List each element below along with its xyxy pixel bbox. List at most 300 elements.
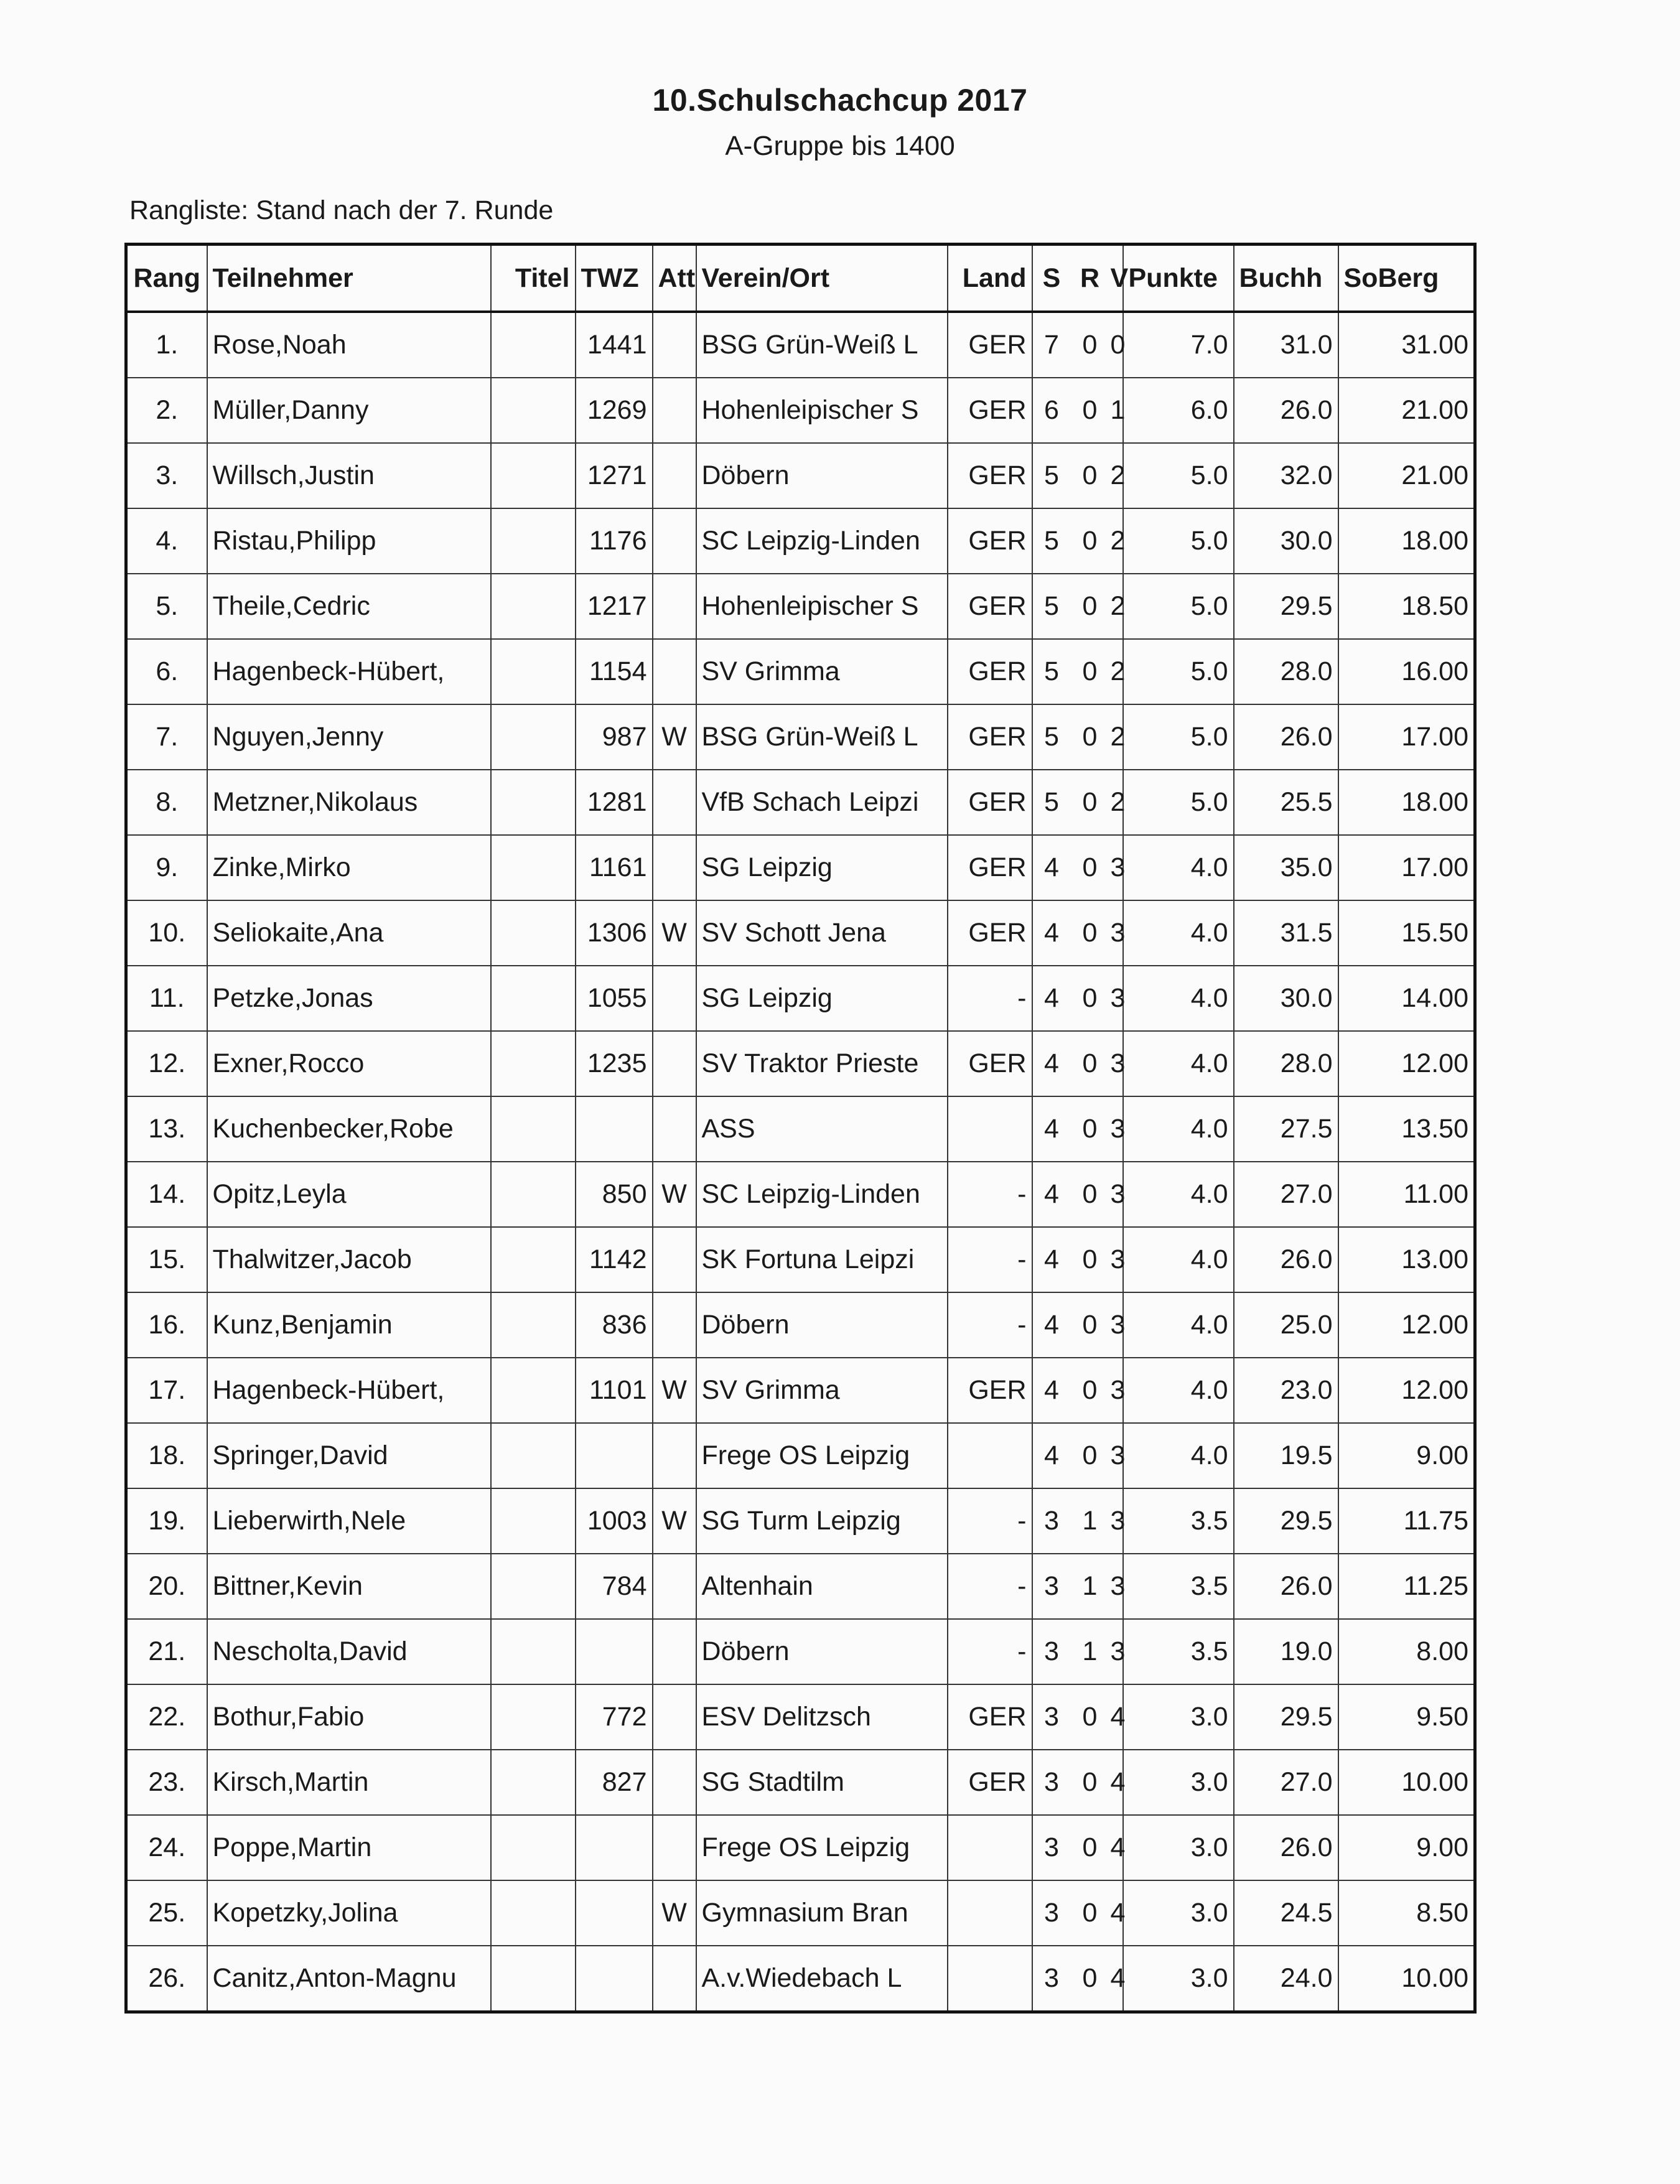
cell-punkte: 4.0 [1123, 966, 1234, 1031]
cell-verein: SC Leipzig-Linden [696, 508, 948, 574]
cell-punkte: 4.0 [1123, 1423, 1234, 1488]
cell-r: 0 [1071, 574, 1109, 639]
cell-verein: BSG Grün-Weiß L [696, 704, 948, 770]
cell-buchh: 28.0 [1234, 1031, 1338, 1096]
table-row [126, 966, 1475, 1031]
cell-punkte: 3.5 [1123, 1488, 1234, 1554]
cell-s: 6 [1032, 378, 1071, 443]
cell-v: 3 [1109, 1292, 1123, 1358]
cell-buchh: 26.0 [1234, 1554, 1338, 1619]
cell-att [653, 1096, 696, 1162]
cell-att: W [653, 1880, 696, 1946]
cell-teilnehmer: Bittner,Kevin [207, 1554, 491, 1619]
cell-soberg: 8.50 [1338, 1880, 1475, 1946]
cell-v: 2 [1109, 443, 1123, 508]
cell-att: W [653, 900, 696, 966]
cell-land [948, 1096, 1032, 1162]
table-row [126, 1684, 1475, 1750]
cell-titel [491, 1684, 576, 1750]
cell-verein: VfB Schach Leipzi [696, 770, 948, 835]
cell-land [948, 1880, 1032, 1946]
cell-soberg: 21.00 [1338, 443, 1475, 508]
col-header-land: Land [948, 245, 1032, 312]
cell-verein: A.v.Wiedebach L [696, 1946, 948, 2012]
document-subtitle: A-Gruppe bis 1400 [725, 131, 955, 161]
cell-r: 0 [1071, 770, 1109, 835]
cell-v: 2 [1109, 639, 1123, 704]
cell-buchh: 24.5 [1234, 1880, 1338, 1946]
cell-twz: 987 [576, 704, 653, 770]
cell-buchh: 31.5 [1234, 900, 1338, 966]
cell-att [653, 508, 696, 574]
cell-twz: 1269 [576, 378, 653, 443]
cell-r: 0 [1071, 1750, 1109, 1815]
cell-verein: SG Stadtilm [696, 1750, 948, 1815]
cell-verein: Hohenleipischer S [696, 378, 948, 443]
cell-r: 1 [1071, 1554, 1109, 1619]
cell-att [653, 1423, 696, 1488]
cell-v: 3 [1109, 1227, 1123, 1292]
cell-verein: Döbern [696, 443, 948, 508]
cell-s: 3 [1032, 1880, 1071, 1946]
cell-r: 0 [1071, 704, 1109, 770]
cell-land: - [948, 1162, 1032, 1227]
cell-s: 4 [1032, 1292, 1071, 1358]
cell-titel [491, 1423, 576, 1488]
cell-teilnehmer: Poppe,Martin [207, 1815, 491, 1880]
cell-r: 0 [1071, 378, 1109, 443]
cell-twz: 1161 [576, 835, 653, 900]
cell-verein: Döbern [696, 1619, 948, 1684]
table-header-row [126, 245, 1475, 312]
cell-att [653, 639, 696, 704]
cell-buchh: 26.0 [1234, 704, 1338, 770]
cell-punkte: 3.0 [1123, 1750, 1234, 1815]
cell-r: 0 [1071, 1880, 1109, 1946]
cell-rang: 19. [126, 1488, 207, 1554]
cell-soberg: 12.00 [1338, 1292, 1475, 1358]
cell-punkte: 3.0 [1123, 1684, 1234, 1750]
cell-verein: Frege OS Leipzig [696, 1423, 948, 1488]
cell-teilnehmer: Nguyen,Jenny [207, 704, 491, 770]
cell-v: 4 [1109, 1684, 1123, 1750]
cell-twz: 850 [576, 1162, 653, 1227]
cell-land: - [948, 1619, 1032, 1684]
cell-r: 0 [1071, 1096, 1109, 1162]
cell-titel [491, 1031, 576, 1096]
cell-twz: 772 [576, 1684, 653, 1750]
table-row [126, 1815, 1475, 1880]
cell-titel [491, 1096, 576, 1162]
cell-punkte: 4.0 [1123, 1096, 1234, 1162]
cell-soberg: 15.50 [1338, 900, 1475, 966]
cell-land: GER [948, 704, 1032, 770]
table-row [126, 1031, 1475, 1096]
cell-v: 2 [1109, 704, 1123, 770]
cell-teilnehmer: Bothur,Fabio [207, 1684, 491, 1750]
cell-att [653, 966, 696, 1031]
cell-r: 1 [1071, 1619, 1109, 1684]
cell-rang: 9. [126, 835, 207, 900]
cell-buchh: 30.0 [1234, 508, 1338, 574]
cell-punkte: 4.0 [1123, 900, 1234, 966]
cell-r: 0 [1071, 508, 1109, 574]
cell-s: 4 [1032, 835, 1071, 900]
cell-punkte: 4.0 [1123, 1227, 1234, 1292]
cell-buchh: 32.0 [1234, 443, 1338, 508]
cell-verein: Altenhain [696, 1554, 948, 1619]
cell-rang: 18. [126, 1423, 207, 1488]
cell-v: 3 [1109, 1096, 1123, 1162]
cell-twz: 1101 [576, 1358, 653, 1423]
cell-verein: SG Turm Leipzig [696, 1488, 948, 1554]
cell-teilnehmer: Opitz,Leyla [207, 1162, 491, 1227]
cell-twz [576, 1815, 653, 1880]
cell-soberg: 8.00 [1338, 1619, 1475, 1684]
cell-rang: 3. [126, 443, 207, 508]
cell-titel [491, 1554, 576, 1619]
cell-punkte: 3.5 [1123, 1554, 1234, 1619]
cell-soberg: 31.00 [1338, 312, 1475, 378]
cell-titel [491, 770, 576, 835]
cell-teilnehmer: Exner,Rocco [207, 1031, 491, 1096]
cell-buchh: 23.0 [1234, 1358, 1338, 1423]
cell-r: 0 [1071, 1358, 1109, 1423]
cell-rang: 25. [126, 1880, 207, 1946]
table-row [126, 1096, 1475, 1162]
cell-teilnehmer: Ristau,Philipp [207, 508, 491, 574]
cell-att [653, 378, 696, 443]
cell-titel [491, 508, 576, 574]
cell-v: 3 [1109, 1488, 1123, 1554]
cell-buchh: 27.0 [1234, 1162, 1338, 1227]
cell-rang: 20. [126, 1554, 207, 1619]
cell-s: 5 [1032, 574, 1071, 639]
cell-teilnehmer: Kuchenbecker,Robe [207, 1096, 491, 1162]
cell-twz: 1154 [576, 639, 653, 704]
cell-att [653, 1619, 696, 1684]
table-row [126, 1750, 1475, 1815]
cell-r: 0 [1071, 1423, 1109, 1488]
cell-soberg: 17.00 [1338, 704, 1475, 770]
cell-soberg: 11.00 [1338, 1162, 1475, 1227]
cell-punkte: 3.0 [1123, 1946, 1234, 2012]
cell-r: 0 [1071, 1162, 1109, 1227]
cell-soberg: 10.00 [1338, 1946, 1475, 2012]
cell-buchh: 26.0 [1234, 1227, 1338, 1292]
cell-att [653, 312, 696, 378]
cell-land: GER [948, 1750, 1032, 1815]
cell-verein: SV Traktor Prieste [696, 1031, 948, 1096]
cell-att: W [653, 1488, 696, 1554]
cell-punkte: 3.0 [1123, 1880, 1234, 1946]
cell-land: - [948, 966, 1032, 1031]
cell-twz [576, 1946, 653, 2012]
table-row [126, 1488, 1475, 1554]
col-header-r: R [1071, 245, 1109, 312]
cell-s: 4 [1032, 1227, 1071, 1292]
cell-s: 4 [1032, 1423, 1071, 1488]
cell-teilnehmer: Metzner,Nikolaus [207, 770, 491, 835]
cell-verein: ESV Delitzsch [696, 1684, 948, 1750]
col-header-s: S [1032, 245, 1071, 312]
cell-att [653, 1750, 696, 1815]
cell-soberg: 21.00 [1338, 378, 1475, 443]
col-header-twz: TWZ [576, 245, 653, 312]
cell-land: GER [948, 378, 1032, 443]
cell-teilnehmer: Kunz,Benjamin [207, 1292, 491, 1358]
cell-twz: 1217 [576, 574, 653, 639]
cell-titel [491, 639, 576, 704]
cell-r: 0 [1071, 1292, 1109, 1358]
cell-teilnehmer: Zinke,Mirko [207, 835, 491, 900]
cell-rang: 26. [126, 1946, 207, 2012]
cell-land: GER [948, 1684, 1032, 1750]
cell-soberg: 9.50 [1338, 1684, 1475, 1750]
cell-twz [576, 1880, 653, 1946]
cell-v: 4 [1109, 1946, 1123, 2012]
cell-att [653, 835, 696, 900]
cell-punkte: 4.0 [1123, 1358, 1234, 1423]
cell-s: 4 [1032, 1358, 1071, 1423]
cell-rang: 17. [126, 1358, 207, 1423]
cell-soberg: 18.50 [1338, 574, 1475, 639]
cell-s: 3 [1032, 1750, 1071, 1815]
cell-verein: Frege OS Leipzig [696, 1815, 948, 1880]
cell-teilnehmer: Thalwitzer,Jacob [207, 1227, 491, 1292]
cell-v: 3 [1109, 900, 1123, 966]
cell-verein: Hohenleipischer S [696, 574, 948, 639]
cell-r: 0 [1071, 1031, 1109, 1096]
cell-rang: 4. [126, 508, 207, 574]
cell-punkte: 7.0 [1123, 312, 1234, 378]
cell-verein: SV Grimma [696, 1358, 948, 1423]
cell-teilnehmer: Hagenbeck-Hübert, [207, 639, 491, 704]
cell-teilnehmer: Kirsch,Martin [207, 1750, 491, 1815]
cell-soberg: 11.75 [1338, 1488, 1475, 1554]
cell-twz: 1271 [576, 443, 653, 508]
cell-teilnehmer: Springer,David [207, 1423, 491, 1488]
cell-teilnehmer: Lieberwirth,Nele [207, 1488, 491, 1554]
table-row [126, 1619, 1475, 1684]
cell-punkte: 5.0 [1123, 443, 1234, 508]
cell-buchh: 25.5 [1234, 770, 1338, 835]
cell-land: - [948, 1292, 1032, 1358]
col-header-buchh: Buchh [1234, 245, 1338, 312]
table-row [126, 770, 1475, 835]
cell-titel [491, 1946, 576, 2012]
cell-teilnehmer: Theile,Cedric [207, 574, 491, 639]
table-row [126, 1423, 1475, 1488]
cell-land: GER [948, 312, 1032, 378]
col-header-v: V [1109, 245, 1123, 312]
cell-att [653, 1292, 696, 1358]
cell-v: 3 [1109, 1358, 1123, 1423]
standing-caption: Rangliste: Stand nach der 7. Runde [129, 195, 554, 225]
cell-s: 5 [1032, 443, 1071, 508]
cell-buchh: 29.5 [1234, 574, 1338, 639]
cell-land: GER [948, 1031, 1032, 1096]
cell-r: 0 [1071, 835, 1109, 900]
cell-att: W [653, 1358, 696, 1423]
cell-titel [491, 574, 576, 639]
col-header-rang: Rang [126, 245, 207, 312]
cell-verein: SC Leipzig-Linden [696, 1162, 948, 1227]
cell-teilnehmer: Müller,Danny [207, 378, 491, 443]
cell-twz: 1441 [576, 312, 653, 378]
cell-punkte: 5.0 [1123, 639, 1234, 704]
cell-r: 0 [1071, 1946, 1109, 2012]
table-row [126, 704, 1475, 770]
cell-buchh: 31.0 [1234, 312, 1338, 378]
cell-land: - [948, 1488, 1032, 1554]
cell-twz [576, 1096, 653, 1162]
cell-r: 0 [1071, 1227, 1109, 1292]
cell-s: 4 [1032, 1096, 1071, 1162]
cell-s: 3 [1032, 1815, 1071, 1880]
cell-s: 3 [1032, 1946, 1071, 2012]
cell-land: GER [948, 639, 1032, 704]
cell-twz: 1306 [576, 900, 653, 966]
cell-rang: 14. [126, 1162, 207, 1227]
table-row [126, 1946, 1475, 2012]
cell-land [948, 1423, 1032, 1488]
cell-twz [576, 1619, 653, 1684]
cell-titel [491, 443, 576, 508]
cell-r: 0 [1071, 1684, 1109, 1750]
cell-v: 2 [1109, 508, 1123, 574]
cell-titel [491, 1488, 576, 1554]
cell-soberg: 10.00 [1338, 1750, 1475, 1815]
cell-titel [491, 1750, 576, 1815]
cell-r: 0 [1071, 443, 1109, 508]
cell-v: 3 [1109, 1162, 1123, 1227]
cell-soberg: 16.00 [1338, 639, 1475, 704]
cell-rang: 10. [126, 900, 207, 966]
cell-rang: 5. [126, 574, 207, 639]
cell-teilnehmer: Willsch,Justin [207, 443, 491, 508]
cell-r: 0 [1071, 312, 1109, 378]
table-row [126, 378, 1475, 443]
cell-punkte: 5.0 [1123, 704, 1234, 770]
cell-rang: 2. [126, 378, 207, 443]
table-row [126, 1227, 1475, 1292]
cell-verein: SV Schott Jena [696, 900, 948, 966]
cell-v: 4 [1109, 1815, 1123, 1880]
cell-titel [491, 1815, 576, 1880]
cell-land: - [948, 1554, 1032, 1619]
table-row [126, 1162, 1475, 1227]
cell-v: 3 [1109, 835, 1123, 900]
cell-s: 5 [1032, 639, 1071, 704]
cell-titel [491, 1162, 576, 1227]
cell-soberg: 12.00 [1338, 1358, 1475, 1423]
cell-twz: 1003 [576, 1488, 653, 1554]
cell-titel [491, 704, 576, 770]
cell-titel [491, 900, 576, 966]
cell-punkte: 4.0 [1123, 1162, 1234, 1227]
cell-twz: 1055 [576, 966, 653, 1031]
cell-titel [491, 1292, 576, 1358]
cell-s: 5 [1032, 770, 1071, 835]
cell-twz: 827 [576, 1750, 653, 1815]
col-header-att: Att [653, 245, 696, 312]
cell-v: 3 [1109, 1031, 1123, 1096]
cell-r: 0 [1071, 1815, 1109, 1880]
table-row [126, 1358, 1475, 1423]
col-header-teilnehmer: Teilnehmer [207, 245, 491, 312]
cell-s: 3 [1032, 1619, 1071, 1684]
cell-soberg: 17.00 [1338, 835, 1475, 900]
cell-soberg: 9.00 [1338, 1423, 1475, 1488]
cell-twz: 1235 [576, 1031, 653, 1096]
cell-r: 1 [1071, 1488, 1109, 1554]
cell-land: GER [948, 443, 1032, 508]
cell-teilnehmer: Kopetzky,Jolina [207, 1880, 491, 1946]
col-header-soberg: SoBerg [1338, 245, 1475, 312]
col-header-verein: Verein/Ort [696, 245, 948, 312]
cell-land: GER [948, 900, 1032, 966]
cell-rang: 22. [126, 1684, 207, 1750]
cell-titel [491, 1358, 576, 1423]
col-header-punkte: Punkte [1123, 245, 1234, 312]
cell-buchh: 19.0 [1234, 1619, 1338, 1684]
cell-rang: 23. [126, 1750, 207, 1815]
cell-punkte: 6.0 [1123, 378, 1234, 443]
table-row [126, 312, 1475, 378]
cell-punkte: 5.0 [1123, 574, 1234, 639]
table-row [126, 443, 1475, 508]
cell-buchh: 19.5 [1234, 1423, 1338, 1488]
cell-punkte: 5.0 [1123, 770, 1234, 835]
cell-att [653, 1031, 696, 1096]
cell-soberg: 13.50 [1338, 1096, 1475, 1162]
cell-v: 3 [1109, 1619, 1123, 1684]
cell-s: 4 [1032, 1031, 1071, 1096]
cell-teilnehmer: Hagenbeck-Hübert, [207, 1358, 491, 1423]
cell-verein: ASS [696, 1096, 948, 1162]
cell-rang: 13. [126, 1096, 207, 1162]
table-row [126, 639, 1475, 704]
cell-titel [491, 1619, 576, 1684]
cell-v: 1 [1109, 378, 1123, 443]
cell-rang: 6. [126, 639, 207, 704]
table-row [126, 900, 1475, 966]
cell-soberg: 18.00 [1338, 508, 1475, 574]
cell-att [653, 1227, 696, 1292]
cell-rang: 24. [126, 1815, 207, 1880]
cell-s: 3 [1032, 1488, 1071, 1554]
cell-teilnehmer: Canitz,Anton-Magnu [207, 1946, 491, 2012]
cell-att [653, 1554, 696, 1619]
cell-teilnehmer: Seliokaite,Ana [207, 900, 491, 966]
cell-land [948, 1815, 1032, 1880]
cell-att [653, 1946, 696, 2012]
cell-twz: 784 [576, 1554, 653, 1619]
cell-verein: BSG Grün-Weiß L [696, 312, 948, 378]
cell-s: 5 [1032, 508, 1071, 574]
table-row [126, 1554, 1475, 1619]
cell-twz: 1281 [576, 770, 653, 835]
cell-v: 3 [1109, 966, 1123, 1031]
cell-teilnehmer: Nescholta,David [207, 1619, 491, 1684]
cell-punkte: 4.0 [1123, 1292, 1234, 1358]
cell-v: 4 [1109, 1880, 1123, 1946]
cell-s: 4 [1032, 900, 1071, 966]
cell-buchh: 25.0 [1234, 1292, 1338, 1358]
cell-s: 3 [1032, 1684, 1071, 1750]
cell-v: 3 [1109, 1554, 1123, 1619]
